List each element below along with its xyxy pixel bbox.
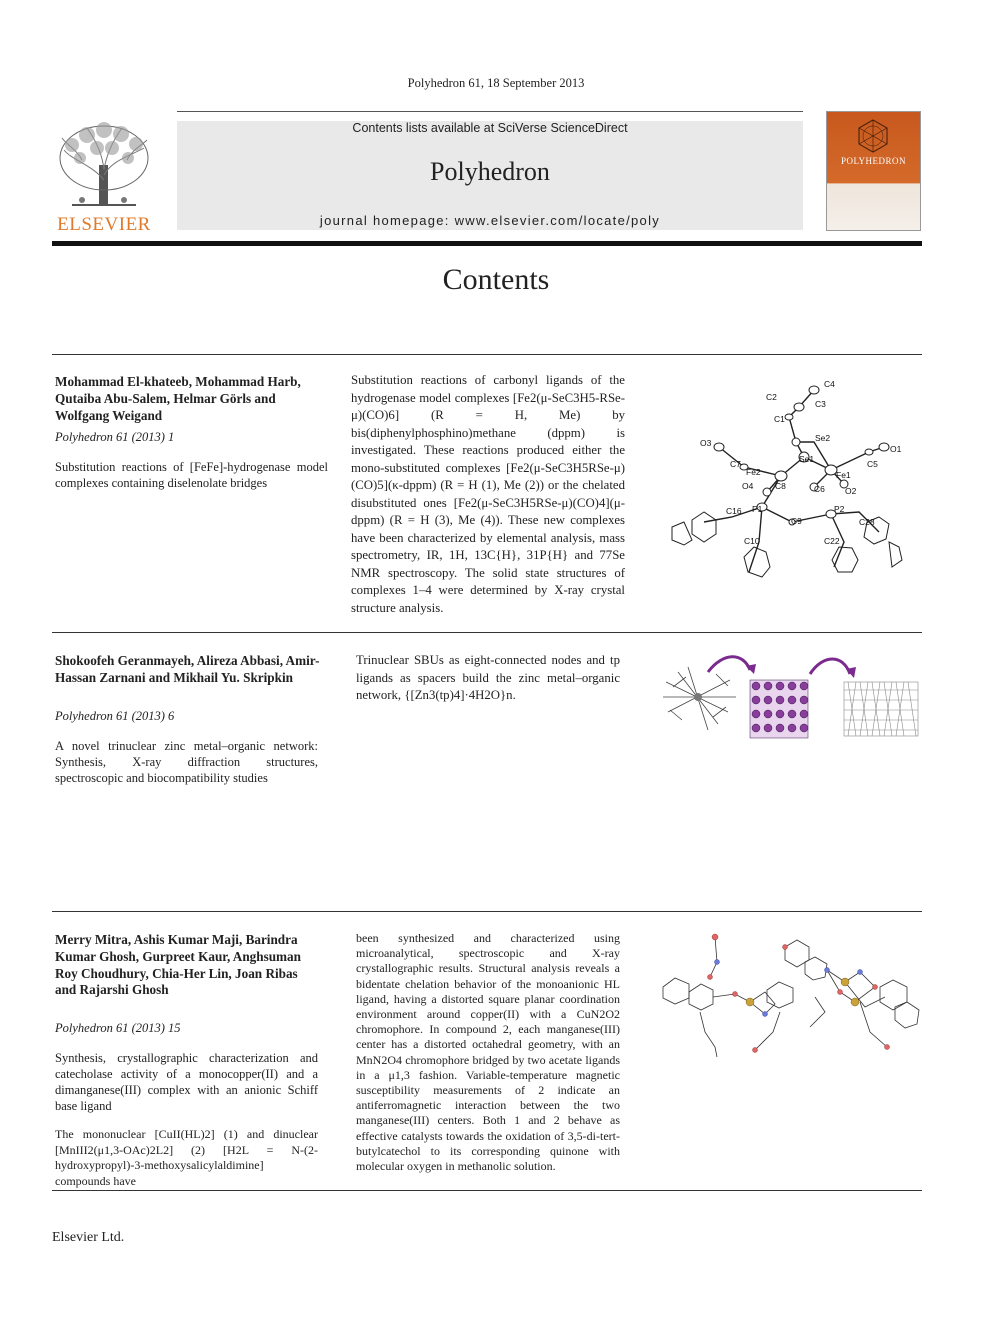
atom-label-c22: C22 bbox=[824, 536, 840, 546]
entry-3-summary: The mononuclear [CuII(HL)2] (1) and dinuclear [MnIII2(μ1,3-OAc)2L2] (2) [H2L = N-(2-hydroxypropyl)-3-methoxysalicylaldimine] compounds have bbox=[55, 1127, 318, 1188]
entry-divider bbox=[52, 354, 922, 355]
header-divider bbox=[177, 111, 803, 112]
entry-2-authors: Shokoofeh Geranmayeh, Alireza Abbasi, Amir-Hassan Zarnani and Mikhail Yu. Skripkin bbox=[55, 653, 320, 685]
atom-label-c6: C6 bbox=[814, 484, 825, 494]
atom-label-c28: C28 bbox=[859, 517, 875, 527]
entry-1-title[interactable]: Substitution reactions of [FeFe]-hydrogenase model complexes containing diselenolate bridges bbox=[55, 460, 328, 490]
journal-homepage-link[interactable]: journal homepage: www.elsevier.com/locate/poly bbox=[319, 213, 661, 228]
entry-1-crystal-structure-figure bbox=[664, 372, 922, 594]
journal-cover[interactable] bbox=[826, 111, 921, 231]
atom-label-p2: P2 bbox=[834, 504, 845, 514]
atom-label-c4: C4 bbox=[824, 379, 835, 389]
entry-3-abstract: been synthesized and characterized using microanalytical, spectroscopic and X-ray crystallographic results. Structural analysis reveals a bidentate chelation behavior of the monoanionic HL ligand, having a distorted square planar coordination environment around copper(II) with a CuN2O2 chromophore. In compound 2, each manganese(III) center has a distorted octahedral geometry, with an MnN2O4 chromophore bridged by two acetate ligands in a μ1,3 fashion. Variable-temperature magnetic susceptibility measurements of 2 indicate an antiferromagnetic interaction between the two manganese(III) centers. Both 1 and 2 behave as effective catalysts towards the oxidation of 3,5-di-tert-butylcatechol to its corresponding quinone with molecular oxygen in methanolic solution. bbox=[356, 931, 620, 1174]
atom-label-c9: C9 bbox=[791, 516, 802, 526]
entry-3-citation[interactable]: Polyhedron 61 (2013) 15 bbox=[55, 1021, 181, 1035]
entry-1-authors: Mohammad El-khateeb, Mohammad Harb, Qutaiba Abu-Salem, Helmar Görls and Wolfgang Weigand bbox=[55, 374, 301, 423]
page-title: Contents bbox=[442, 263, 550, 296]
header-thick-rule bbox=[52, 241, 922, 246]
atom-label-p1: P1 bbox=[752, 504, 763, 514]
atom-label-c16: C16 bbox=[726, 506, 742, 516]
atom-label-o3: O3 bbox=[700, 438, 712, 448]
entry-2-citation[interactable]: Polyhedron 61 (2013) 6 bbox=[55, 709, 175, 723]
entry-1-abstract: Substitution reactions of carbonyl ligands of the hydrogenase model complexes [Fe2(μ-SeC3H5-RSe-μ)(CO)6] (R = H, Me) by bis(diphenylphosphino)methane (dppm) is investigated. These reactions produced either the mono-substituted complexes [Fe2(μ-SeC3H5RSe-μ)(CO)5](κ-dppm) (R = H (1), Me (2)) or the chelated disubstituted ones [Fe2(μ-SeC3H5RSe-μ)(CO)4](μ-dppm) (R = H (3), Me (4)). These new complexes have been characterized by elemental analysis, mass spectrometry, IR, 1H, 13C{H}, 31P{H} and 77Se NMR spectroscopy. The solid state structures of complexes 1–4 were determined by X-ray crystal structure analysis. bbox=[351, 373, 625, 615]
atom-label-o1: O1 bbox=[890, 444, 902, 454]
journal-header-box bbox=[177, 121, 803, 230]
atom-label-se2: Se2 bbox=[815, 433, 831, 443]
atom-label-se1: Se1 bbox=[799, 454, 815, 464]
contents-available-link[interactable]: Contents lists available at SciVerse ScienceDirect bbox=[352, 121, 628, 135]
entry-divider bbox=[52, 911, 922, 912]
entry-3-molecular-structure-figure bbox=[655, 932, 923, 1064]
entry-divider bbox=[52, 1190, 922, 1191]
atom-label-c8: C8 bbox=[775, 481, 786, 491]
atom-label-c2: C2 bbox=[766, 392, 777, 402]
entry-2-framework-figure bbox=[658, 652, 920, 744]
elsevier-wordmark: ELSEVIER bbox=[57, 214, 151, 235]
publisher-footer: Elsevier Ltd. bbox=[52, 1230, 125, 1245]
entry-2-abstract: Trinuclear SBUs as eight-connected nodes and tp ligands as spacers build the zinc metal–organic network, {[Zn3(tp)4]·4H2O}n. bbox=[356, 653, 620, 702]
elsevier-logo[interactable] bbox=[52, 120, 156, 235]
journal-issue-line: Polyhedron 61, 18 September 2013 bbox=[407, 76, 585, 90]
atom-label-fe2: Fe2 bbox=[746, 467, 761, 477]
arrow-2-icon bbox=[810, 659, 850, 674]
atom-label-c7: C7 bbox=[730, 459, 741, 469]
entry-1-citation[interactable]: Polyhedron 61 (2013) 1 bbox=[55, 430, 175, 444]
atom-label-o4: O4 bbox=[742, 481, 754, 491]
elsevier-tree-icon bbox=[52, 120, 156, 212]
atom-label-o2: O2 bbox=[845, 486, 857, 496]
polyhedron-cover-icon bbox=[827, 116, 920, 156]
entry-divider bbox=[52, 632, 922, 633]
atom-label-c10: C10 bbox=[744, 536, 760, 546]
entry-3-authors: Merry Mitra, Ashis Kumar Maji, Barindra Kumar Ghosh, Gurpreet Kaur, Anghsuman Roy Choudhury, Chia-Her Lin, Joan Ribas and Rajarshi Ghosh bbox=[55, 932, 301, 998]
atom-label-c1: C1 bbox=[774, 414, 785, 424]
entry-3-title[interactable]: Synthesis, crystallographic characterization and catecholase activity of a monocopper(II) and a dimanganese(III) complex with an anionic Schiff base ligand bbox=[55, 1051, 318, 1113]
arrow-1-icon bbox=[708, 657, 750, 672]
entry-2-title[interactable]: A novel trinuclear zinc metal–organic network: Synthesis, X-ray diffraction structures, spectroscopic and biocompatibility studies bbox=[55, 739, 318, 785]
journal-name: Polyhedron bbox=[430, 157, 550, 186]
cover-title: POLYHEDRON bbox=[840, 156, 907, 166]
atom-label-c5: C5 bbox=[867, 459, 878, 469]
atom-label-fe1: Fe1 bbox=[836, 470, 851, 480]
atom-label-c3: C3 bbox=[815, 399, 826, 409]
